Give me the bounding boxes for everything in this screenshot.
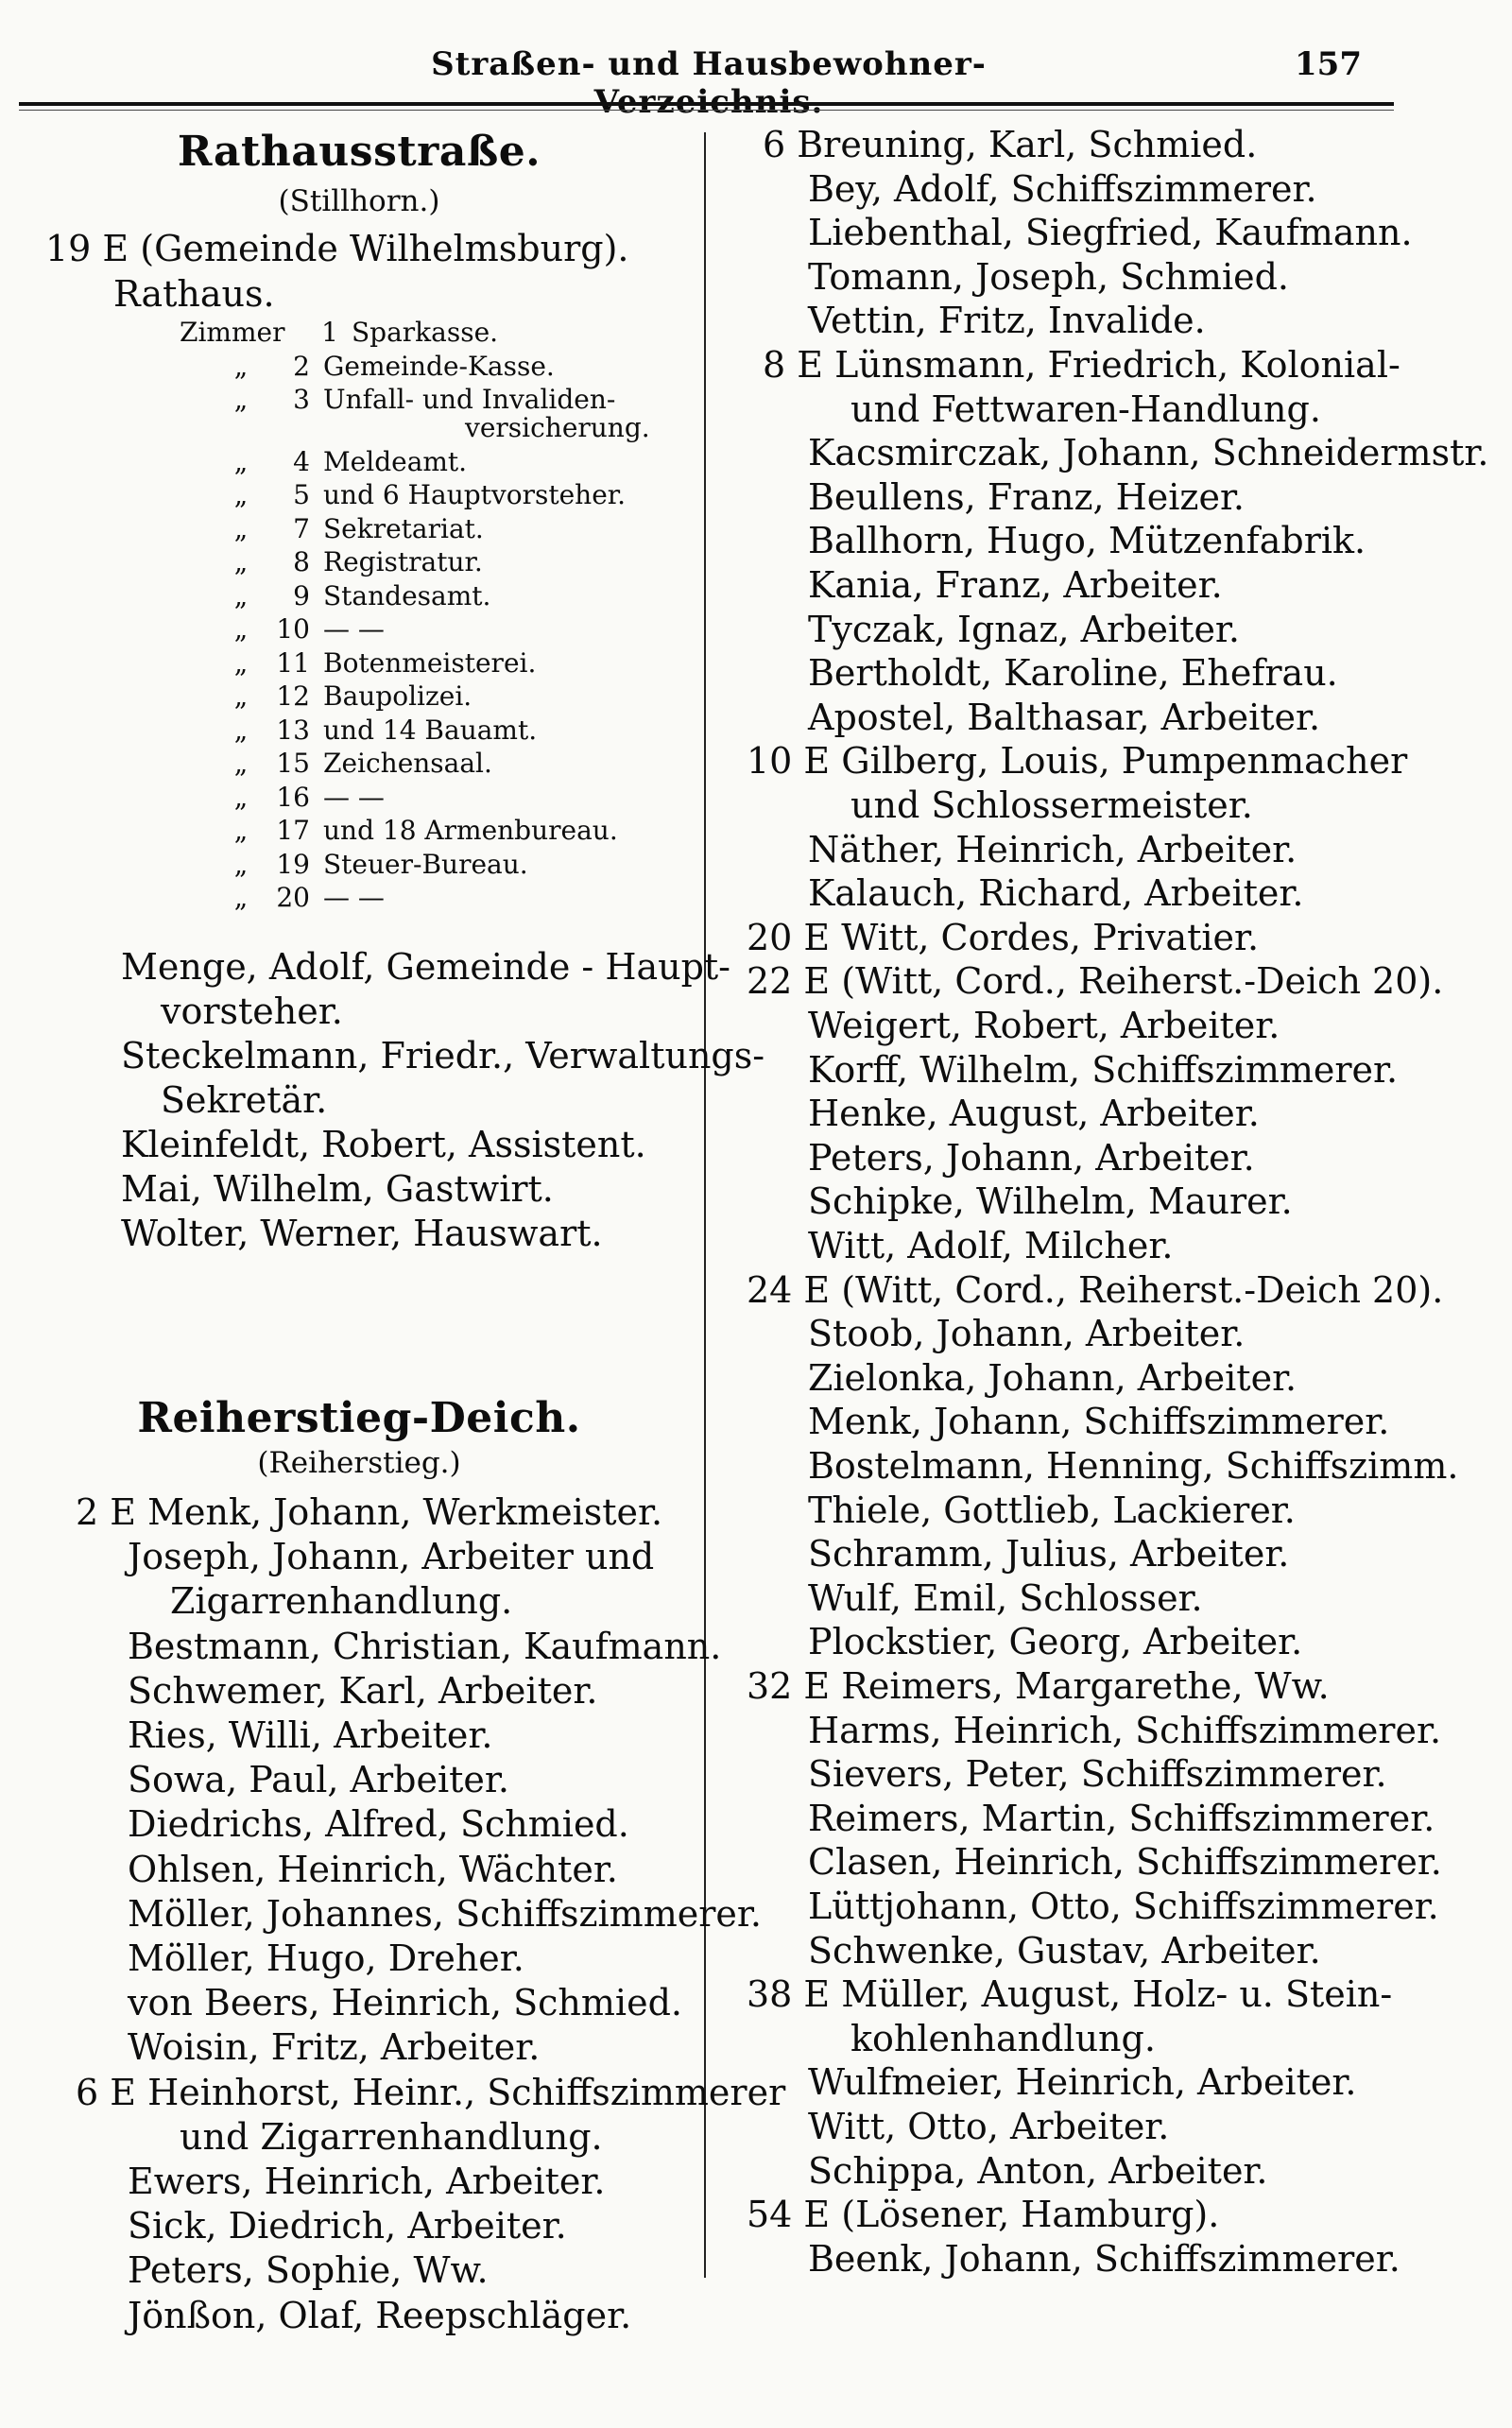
room-entry	[227, 882, 385, 914]
building-name: Rathaus.	[113, 273, 275, 315]
resident-entry: kohlenhandlung.	[850, 2017, 1156, 2059]
resident-entry: Schwemer, Karl, Arbeiter.	[128, 1669, 598, 1712]
room-number: 15	[276, 748, 310, 779]
resident-entry: Schramm, Julius, Arbeiter.	[808, 1533, 1290, 1576]
house-entry: 8 E Lünsmann, Friedrich, Kolonial-	[763, 344, 1400, 386]
resident-entry: und Zigarrenhandlung.	[180, 2115, 603, 2158]
room-number: 20	[276, 882, 310, 913]
resident-entry: Liebenthal, Siegfried, Kaufmann.	[808, 212, 1413, 254]
room-function: Steuer-Bureau.	[323, 848, 528, 880]
resident-entry: Plockstier, Georg, Arbeiter.	[808, 1621, 1303, 1663]
resident-entry: Beullens, Franz, Heizer.	[808, 475, 1246, 518]
ditto-mark: „	[233, 350, 249, 382]
resident-entry: Beenk, Johann, Schiffszimmerer.	[808, 2237, 1400, 2280]
resident-entry: Joseph, Johann, Arbeiter und	[128, 1536, 655, 1578]
ditto-mark: „	[233, 748, 249, 779]
resident-entry: Kacsmirczak, Johann, Schneidermstr.	[808, 432, 1489, 474]
column-divider	[704, 132, 706, 2278]
page-title: Straßen- und Hausbewohner-Verzeichnis.	[431, 45, 987, 121]
resident-entry: Bertholdt, Karoline, Ehefrau.	[808, 652, 1338, 695]
room-number: 8	[293, 546, 310, 577]
resident-entry: Sekretär.	[161, 1079, 328, 1121]
house-entry: 24 E (Witt, Cord., Reiherst.-Deich 20).	[747, 1268, 1444, 1311]
resident-entry: Kleinfeldt, Robert, Assistent.	[121, 1124, 646, 1165]
room-function: und 18 Armenbureau.	[323, 815, 618, 846]
district-note: (Stillhorn.)	[278, 184, 440, 218]
resident-entry: Bestmann, Christian, Kaufmann.	[128, 1625, 722, 1667]
resident-entry: Näther, Heinrich, Arbeiter.	[808, 828, 1297, 870]
resident-entry: Schipke, Wilhelm, Maurer.	[808, 1180, 1293, 1223]
room-function: Botenmeisterei.	[323, 646, 537, 679]
resident-entry: Wulfmeier, Heinrich, Arbeiter.	[808, 2061, 1357, 2104]
room-number: 13	[276, 714, 310, 746]
room-number: 9	[293, 579, 310, 611]
running-header	[0, 40, 1512, 121]
room-number: 11	[276, 646, 310, 679]
resident-entry: Witt, Adolf, Milcher.	[808, 1225, 1174, 1266]
room-number: 19	[276, 848, 310, 880]
house-entry: 6 Breuning, Karl, Schmied.	[763, 124, 1258, 165]
ditto-mark: „	[233, 848, 249, 880]
resident-entry: Schwenke, Gustav, Arbeiter.	[808, 1929, 1321, 1972]
house-entry: 19 E (Gemeinde Wilhelmsburg).	[45, 228, 629, 269]
room-entry	[227, 782, 385, 814]
resident-entry: Henke, August, Arbeiter.	[808, 1093, 1260, 1135]
room-entry	[227, 849, 528, 881]
room-entry	[227, 647, 536, 680]
ditto-mark: „	[233, 680, 249, 712]
resident-entry: Sievers, Peter, Schiffszimmerer.	[808, 1753, 1387, 1796]
resident-entry: Schippa, Anton, Arbeiter.	[808, 2149, 1268, 2192]
resident-entry: Ewers, Heinrich, Arbeiter.	[128, 2161, 606, 2202]
room-function: versicherung.	[465, 412, 650, 443]
room-entry	[227, 815, 618, 847]
resident-entry: Woisin, Fritz, Arbeiter.	[128, 2026, 541, 2069]
resident-entry: und Schlossermeister.	[850, 784, 1253, 826]
resident-entry: Bey, Adolf, Schiffszimmerer.	[808, 167, 1317, 210]
ditto-mark: „	[233, 815, 249, 846]
resident-entry: Kalauch, Richard, Arbeiter.	[808, 872, 1304, 915]
ditto-mark: „	[233, 613, 249, 645]
room-function: — —	[323, 613, 385, 645]
header-rule	[19, 102, 1394, 106]
house-entry: 2 E Menk, Johann, Werkmeister.	[76, 1491, 663, 1533]
street-heading-reiherstieg-deich: Reiherstieg-Deich.	[137, 1394, 581, 1442]
house-entry: 10 E Gilberg, Louis, Pumpenmacher	[747, 740, 1408, 783]
ditto-mark: „	[233, 781, 249, 813]
room-entry	[227, 546, 483, 578]
room-number: 5	[293, 479, 310, 510]
resident-entry: Tyczak, Ignaz, Arbeiter.	[808, 608, 1241, 650]
resident-entry: Möller, Hugo, Dreher.	[128, 1937, 524, 1979]
room-entry	[227, 351, 555, 383]
resident-entry: Menge, Adolf, Gemeinde - Haupt-	[121, 946, 731, 988]
room-function: Zeichensaal.	[323, 748, 492, 779]
resident-entry: Apostel, Balthasar, Arbeiter.	[808, 696, 1321, 738]
resident-entry: Wolter, Werner, Hauswart.	[121, 1213, 603, 1254]
room-function: und 14 Bauamt.	[323, 714, 538, 746]
resident-entry: Steckelmann, Friedr., Verwaltungs-	[121, 1035, 765, 1076]
room-number: 17	[276, 815, 310, 846]
room-function: Sparkasse.	[352, 317, 499, 348]
room-function: Standesamt.	[323, 579, 491, 611]
house-entry: 6 E Heinhorst, Heinr., Schiffszimmerer	[76, 2071, 786, 2113]
resident-entry: und Fettwaren-Handlung.	[850, 387, 1321, 430]
street-heading-rathausstrasse: Rathausstraße.	[177, 128, 541, 176]
room-entry	[227, 513, 484, 545]
room-entry	[227, 613, 385, 646]
resident-entry: Zigarrenhandlung.	[170, 1580, 513, 1623]
resident-entry: Kania, Franz, Arbeiter.	[808, 564, 1223, 606]
resident-entry: Lüttjohann, Otto, Schiffszimmerer.	[808, 1886, 1439, 1927]
room-number: 7	[293, 512, 310, 544]
room-number: 12	[276, 680, 310, 712]
house-entry: 54 E (Lösener, Hamburg).	[747, 2194, 1220, 2236]
resident-entry: Clasen, Heinrich, Schiffszimmerer.	[808, 1841, 1442, 1884]
resident-entry: Menk, Johann, Schiffszimmerer.	[808, 1401, 1390, 1443]
resident-entry: Peters, Sophie, Ww.	[128, 2249, 489, 2292]
ditto-mark: „	[233, 882, 249, 913]
resident-entry: Wulf, Emil, Schlosser.	[808, 1576, 1203, 1619]
house-entry: 20 E Witt, Cordes, Privatier.	[747, 916, 1260, 958]
resident-entry: Vettin, Fritz, Invalide.	[808, 300, 1206, 342]
resident-entry: Reimers, Martin, Schiffszimmerer.	[808, 1797, 1435, 1839]
ditto-mark: „	[233, 479, 249, 510]
ditto-mark: „	[233, 714, 249, 746]
room-entry	[227, 580, 490, 612]
room-number: 2	[293, 350, 310, 382]
resident-entry: Peters, Johann, Arbeiter.	[808, 1136, 1255, 1179]
resident-entry: Witt, Otto, Arbeiter.	[808, 2106, 1170, 2147]
room-number: 1	[321, 317, 338, 348]
house-entry: 38 E Müller, August, Holz- u. Stein-	[747, 1973, 1393, 2016]
resident-entry: Sick, Diedrich, Arbeiter.	[128, 2205, 567, 2247]
resident-entry: Korff, Wilhelm, Schiffszimmerer.	[808, 1048, 1399, 1091]
room-entry	[227, 384, 615, 416]
room-function: — —	[323, 781, 385, 813]
room-entry	[227, 748, 492, 780]
ditto-mark: „	[233, 579, 249, 611]
room-function: Meldeamt.	[323, 445, 468, 477]
resident-entry: Harms, Heinrich, Schiffszimmerer.	[808, 1709, 1442, 1751]
resident-entry: Tomann, Joseph, Schmied.	[808, 255, 1289, 298]
resident-entry: vorsteher.	[161, 990, 343, 1032]
ditto-mark: „	[233, 445, 249, 477]
room-function: und 6 Hauptvorsteher.	[323, 479, 626, 510]
room-function: Baupolizei.	[323, 680, 472, 712]
room-entry	[227, 479, 626, 511]
room-function: Gemeinde-Kasse.	[323, 350, 555, 382]
resident-entry: Zielonka, Johann, Arbeiter.	[808, 1356, 1297, 1399]
room-entry	[369, 412, 650, 444]
ditto-mark: „	[233, 384, 249, 415]
room-entry	[227, 715, 537, 747]
resident-entry: Ohlsen, Heinrich, Wächter.	[128, 1848, 618, 1890]
resident-entry: Diedrichs, Alfred, Schmied.	[128, 1803, 629, 1846]
room-entry	[180, 317, 498, 349]
house-entry: 32 E Reimers, Margarethe, Ww.	[747, 1665, 1330, 1707]
resident-entry: von Beers, Heinrich, Schmied.	[128, 1982, 682, 2024]
room-entry	[227, 446, 467, 478]
resident-entry: Bostelmann, Henning, Schiffszimm.	[808, 1445, 1459, 1487]
house-entry: 22 E (Witt, Cord., Reiherst.-Deich 20).	[747, 960, 1444, 1003]
room-function: Sekretariat.	[323, 512, 484, 544]
district-note: (Reiherstieg.)	[257, 1446, 461, 1480]
room-function: Unfall- und Invaliden-	[323, 384, 616, 415]
resident-entry: Ballhorn, Hugo, Mützenfabrik.	[808, 520, 1366, 562]
resident-entry: Stoob, Johann, Arbeiter.	[808, 1313, 1246, 1355]
room-function: — —	[323, 882, 385, 913]
resident-entry: Sowa, Paul, Arbeiter.	[128, 1759, 509, 1801]
room-number: 16	[276, 781, 310, 813]
room-number: 10	[276, 613, 310, 645]
ditto-mark: „	[233, 546, 249, 577]
room-entry	[227, 680, 472, 713]
resident-entry: Jönßon, Olaf, Reepschläger.	[128, 2294, 632, 2336]
resident-entry: Weigert, Robert, Arbeiter.	[808, 1005, 1280, 1046]
resident-entry: Thiele, Gottlieb, Lackierer.	[808, 1489, 1296, 1531]
ditto-mark: „	[233, 646, 249, 679]
ditto-mark: Zimmer	[180, 317, 285, 348]
resident-entry: Mai, Wilhelm, Gastwirt.	[121, 1168, 554, 1210]
ditto-mark: „	[233, 512, 249, 544]
resident-entry: Möller, Johannes, Schiffszimmerer.	[128, 1892, 762, 1935]
room-number: 3	[293, 384, 310, 415]
page-number: 157	[1295, 45, 1362, 83]
room-function: Registratur.	[323, 546, 483, 577]
room-number: 4	[293, 445, 310, 477]
header-rule-thin	[19, 110, 1394, 111]
resident-entry: Ries, Willi, Arbeiter.	[128, 1714, 493, 1756]
